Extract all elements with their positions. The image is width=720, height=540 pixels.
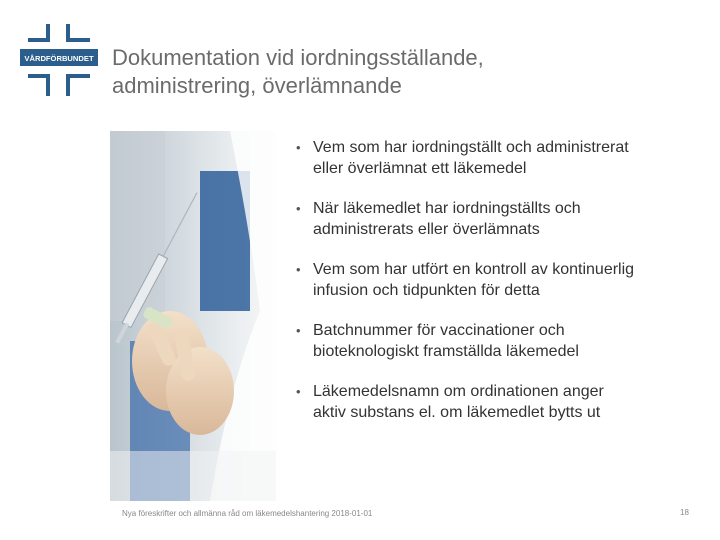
- bullet-item: [296, 137, 636, 179]
- title-line-1: Dokumentation vid iordningsställande,: [112, 45, 484, 70]
- bullet-dot-icon: •: [296, 323, 301, 338]
- logo-text: VÅRDFÖRBUNDET: [24, 54, 94, 63]
- bullet-list: [296, 137, 636, 442]
- bullet-item: [296, 198, 636, 240]
- bullet-item: [296, 320, 636, 362]
- bullet-dot-icon: •: [296, 384, 301, 399]
- bullet-dot-icon: •: [296, 262, 301, 277]
- bullet-text: Vem som har utfört en kontroll av kontinuerlig infusion och tidpunkten för detta: [313, 261, 635, 299]
- syringe-photo: [110, 131, 276, 501]
- bullet-dot-icon: •: [296, 201, 301, 216]
- bullet-text: När läkemedlet har iordningställts och administrerats eller överlämnats: [313, 200, 581, 238]
- footer-text: Nya föreskrifter och allmänna råd om läkemedelshantering 2018-01-01: [122, 509, 373, 518]
- vardforbundet-logo: [20, 20, 98, 98]
- slide-title: [112, 44, 692, 100]
- bullet-dot-icon: •: [296, 140, 301, 155]
- page-number: 18: [680, 508, 689, 517]
- bullet-text: Läkemedelsnamn om ordinationen anger aktiv substans el. om läkemedlet bytts ut: [313, 383, 604, 421]
- bullet-item: [296, 381, 636, 423]
- bullet-text: Batchnummer för vaccinationer och bioteknologiskt framställda läkemedel: [313, 322, 579, 360]
- title-line-2: administrering, överlämnande: [112, 73, 402, 98]
- bullet-item: [296, 259, 636, 301]
- bullet-text: Vem som har iordningställt och administrerat eller överlämnat ett läkemedel: [313, 139, 629, 177]
- cross-logo-icon: [20, 20, 98, 98]
